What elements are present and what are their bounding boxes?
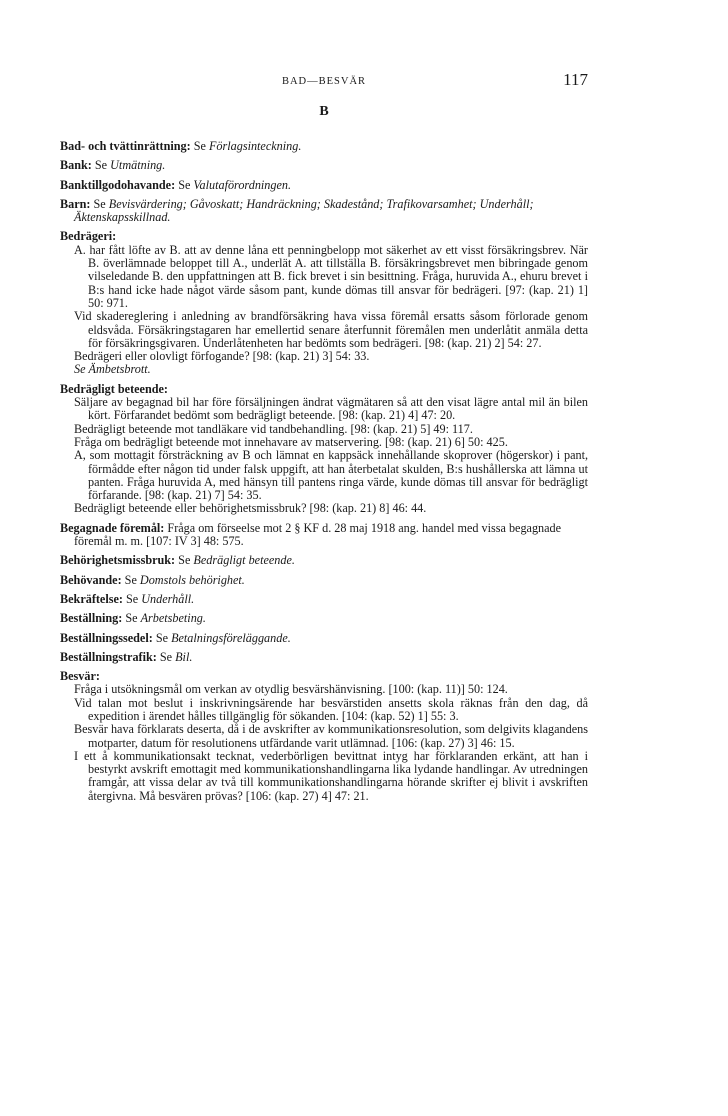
entry-paragraph: Vid talan mot beslut i inskrivningsärende har besvärstiden ansetts skola räknas från den dag, då expedition i ärendet hålles tillgänglig för sökanden. [104: (kap. 52) 1] 55: 3. — [74, 695, 588, 723]
entry-term: Beställning: — [60, 611, 123, 626]
cross-reference: Bevisvärdering; Gåvoskatt; Handräckning; Skadestånd; Trafikovarsamhet; Underhåll; Äktenskapsskillnad. — [74, 196, 534, 225]
section-letter: B — [319, 104, 329, 119]
page-number: 117 — [563, 70, 588, 89]
entry-paragraph: Se Ämbetsbrott. — [74, 362, 151, 377]
entry-paragraph: I ett å kommunikationsakt tecknat, vederbörligen bevittnat intyg har förklaranden erkänt, att han i bestyrkt avskrift emottagit med kommunikationshandlingarna lika lydande handlingar. Av utredningen framgår, att vissa delar av två till kommunikationshandlingarna hörande skrifter ej blivit i avskriften återgivna. Må besvären prövas? [106: (kap. 27) 4] 47: 21. — [74, 748, 588, 803]
entry-text: Fråga om förseelse mot 2 § KF d. 28 maj 1918 ang. handel med vissa begagnade föremål m. m. [107: IV 3] 48: 575. — [74, 520, 562, 549]
see-word: Se — [126, 591, 139, 606]
entry-paragraph: Fråga i utsökningsmål om verkan av otydlig besvärshänvisning. [100: (kap. 11)] 50: 124. — [74, 682, 508, 697]
entry-paragraph: Säljare av begagnad bil har före försäljningen ändrat vägmätaren så att den visat lägre antal mil än bilen kört. Förfarandet bedömt som bedrägligt beteende. [98: (kap. 21) 4] 47: 20. — [74, 395, 588, 423]
running-title: BAD—BESVÄR — [281, 76, 367, 87]
running-header — [60, 70, 588, 92]
entry-bestallningssedel — [60, 632, 588, 645]
cross-reference: Bedrägligt beteende. — [193, 553, 295, 568]
entry-banktillgodohavande — [60, 179, 588, 192]
see-word: Se — [193, 139, 206, 153]
entry-paragraph: Vid skadereglering i anledning av brandförsäkring hava vissa föremål ersatts såsom förlorade genom eldsvåda. Försäkringstagaren har emellertid senare återfunnit föremålen men underlåtit anmäla detta för försäkringsgivaren. Underlåtenheten har bedömts som bedrägeri. [98: (kap. 21) 2] 54: 27. — [74, 309, 588, 350]
entry-term: Beställningstrafik: — [60, 649, 157, 664]
entry-besvar — [60, 670, 588, 803]
see-word: Se — [178, 553, 191, 568]
entry-bank — [60, 159, 588, 172]
entry-begagnade-foremal — [60, 522, 588, 549]
entry-paragraph: A. har fått löfte av B. att av denne låna ett penningbelopp mot säkerhet av ett visst försäkringsbrev. När B. överlämnade beloppet till A., underlät A. att tillställa B. försäkringsbrevet men bibringade genom vilseledande B. den uppfattningen att B. fick brevet i sin besittning. Fråga, huruvida A., ehuru brevet i B:s hand icke hade något värde såsom pant, kunde dömas till ansvar för bedrägeri. [97: (kap. 21) 1] 50: 971. — [74, 242, 588, 310]
cross-reference: Domstols behörighet. — [139, 572, 245, 587]
entry-paragraph: Bedrägligt beteende eller behörighetsmissbruk? [98: (kap. 21) 8] 46: 44. — [74, 501, 427, 516]
entry-bekraftelse — [60, 593, 588, 606]
entry-paragraph: Bedrägeri eller olovligt förfogande? [98: (kap. 21) 3] 54: 33. — [74, 349, 370, 364]
entry-term: Bekräftelse: — [60, 591, 123, 606]
cross-reference: Valutaförordningen. — [193, 177, 292, 192]
cross-reference: Bil. — [175, 649, 193, 664]
entry-term: Bank: — [60, 158, 92, 173]
cross-reference: Betalningsföreläggande. — [171, 630, 291, 645]
see-word: Se — [125, 611, 138, 626]
entry-barn — [60, 198, 588, 225]
entry-bad — [60, 140, 588, 153]
entry-term: Banktillgodohavande: — [60, 177, 176, 192]
entry-term: Begagnade föremål: — [60, 520, 165, 535]
entry-paragraph: Fråga om bedrägligt beteende mot innehavare av matservering. [98: (kap. 21) 6] 50: 425. — [74, 434, 508, 449]
entry-term: Bad- och tvättinrättning: — [60, 139, 191, 153]
entry-behorighetsmissbruk — [60, 554, 588, 567]
entry-bedrageri — [60, 230, 588, 376]
entry-term: Barn: — [60, 196, 91, 211]
entry-term: Besvär: — [60, 669, 100, 684]
entry-term: Bedrägeri: — [60, 229, 117, 244]
entry-behovande — [60, 574, 588, 587]
entry-paragraph: Bedrägligt beteende mot tandläkare vid tandbehandling. [98: (kap. 21) 5] 49: 117. — [74, 421, 473, 436]
page — [60, 70, 588, 809]
entry-term: Bedrägligt beteende: — [60, 381, 168, 396]
entry-paragraph: Besvär hava förklarats deserta, då i de avskrifter av kommunikationsresolution, som delgivits klagandens motparter, datum för resolutionens utfärdande varit utlämnad. [106: (kap. 27) 3] 46: 15. — [74, 722, 588, 750]
entry-bedragligt-beteende — [60, 383, 588, 516]
see-word: Se — [178, 177, 191, 192]
cross-reference: Utmätning. — [110, 158, 166, 173]
see-word: Se — [94, 158, 108, 173]
entry-bestallning — [60, 612, 588, 625]
cross-reference: Förlagsinteckning. — [208, 139, 302, 153]
see-word: Se — [155, 630, 169, 645]
see-word: Se — [124, 572, 137, 587]
entry-term: Behörighetsmissbruk: — [60, 553, 176, 568]
see-word: Se — [93, 196, 106, 211]
entry-bestallningstrafik — [60, 651, 588, 664]
see-word: Se — [159, 649, 173, 664]
entry-paragraph: A, som mottagit försträckning av B och lämnat en kappsäck innehållande skoprover (högerskor) i pant, förmådde efter någon tid under falsk uppgift, att han återbetalat skulden, B:s hushållerska att lämna ut panten. Fråga huruvida A, med hänsyn till pantens ringa värde, kunde dömas till ansvar för bedrägligt förfarande. [98: (kap. 21) 7] 54: 35. — [74, 448, 588, 503]
entry-term: Beställningssedel: — [60, 630, 153, 645]
entry-term: Behövande: — [60, 572, 122, 587]
cross-reference: Underhåll. — [141, 591, 195, 606]
cross-reference: Arbetsbeting. — [140, 611, 206, 626]
